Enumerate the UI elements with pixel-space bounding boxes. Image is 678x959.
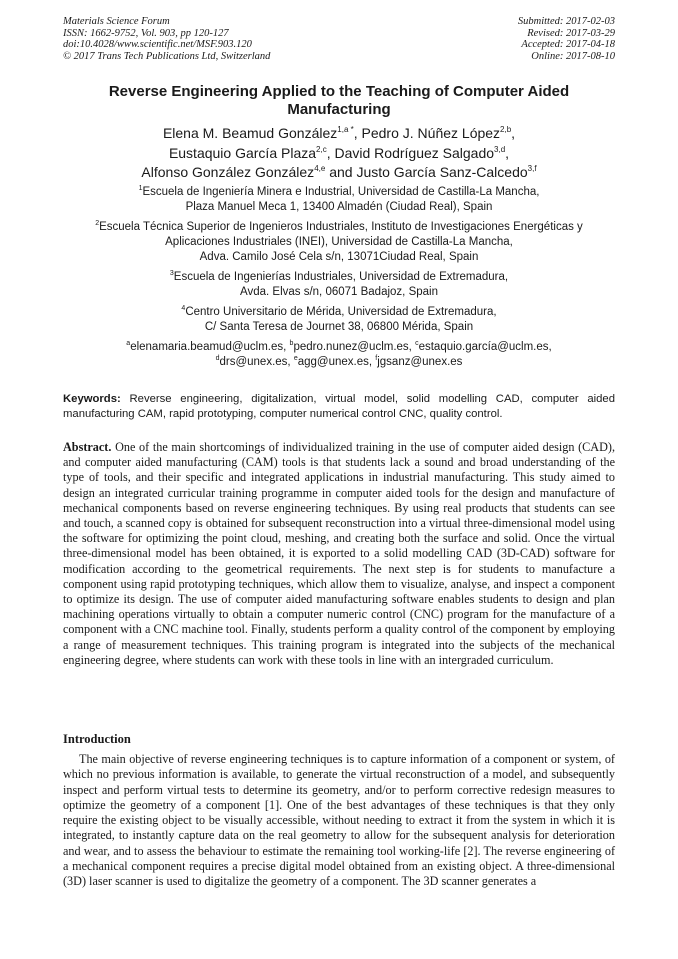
author-sup: 2,c <box>316 144 327 154</box>
title-line-1: Reverse Engineering Applied to the Teaching of Computer Aided <box>108 83 570 100</box>
abstract-label: Abstract. <box>63 440 112 454</box>
author-name: Elena M. Beamud González <box>162 125 338 141</box>
affiliation-text: Escuela Técnica Superior de Ingenieros Industriales, Instituto de Investigaciones Energéticas y <box>99 221 583 233</box>
affiliation-address: Avda. Elvas s/n, 06071 Badajoz, Spain <box>240 286 438 298</box>
author-name: David Rodríguez Salgado <box>334 144 495 161</box>
email-sup: f <box>375 355 378 362</box>
affiliation-1 <box>63 185 615 215</box>
introduction-text: The main objective of reverse engineering techniques is to capture information of a component or system, of which no previous information is available, to generate the virtual reconstruction of a model, and subsequently inspect and perform virtual tests to determine its geometry, and/or to perform corrective redesign measures to optimize the geometry of a component [1]. One of the best advantages of these techniques is that they only require the existing object to be visually accessible, without needing to extract it from the system in which it is integrated, to instantly capture data on the real geometry to allow for the subsequent analysis for deterioration and wear, and to assess the behaviour to estimate the remaining tool working-life [2]. The reverse engineering of a mechanical component requires a precise digital model obtained from an existing object. A three-dimensional (3D) laser scanner is used to digitalize the geometry of a component. The 3D scanner generates a <box>63 752 615 889</box>
keywords-section <box>63 392 615 421</box>
author-list <box>63 124 615 183</box>
title-line-2: Manufacturing <box>287 101 391 118</box>
email-line-1 <box>63 340 615 355</box>
affiliation-4 <box>63 305 615 335</box>
date-revised: Revised: 2017-03-29 <box>527 27 615 39</box>
journal-copyright: © 2017 Trans Tech Publications Ltd, Switzerland <box>63 50 271 62</box>
email-sup: c <box>415 340 419 347</box>
email-link[interactable]: agg@unex.es, <box>297 356 373 368</box>
affiliation-text: Escuela de Ingeniería Minera e Industrial, Universidad de Castilla-La Mancha, <box>142 186 540 198</box>
author-name: Eustaquio García Plaza <box>168 144 317 161</box>
email-link[interactable]: pedro.nunez@uclm.es, <box>293 341 412 353</box>
author-name: Alfonso González González <box>141 164 315 180</box>
affiliation-line <box>63 305 615 320</box>
author-sup: 2,b <box>500 125 512 134</box>
publication-dates <box>518 16 615 62</box>
journal-name: Materials Science Forum <box>63 16 170 27</box>
affiliation-line <box>63 270 615 285</box>
author-name: Pedro J. Núñez López <box>361 125 501 141</box>
author-line-1: Elena M. Beamud González$^{1,a *}$, Pedro J. Núñez López$^{2,b}$, <box>162 125 516 141</box>
email-sup: b <box>289 340 294 347</box>
email-sup: a <box>126 340 131 347</box>
affiliation-text: Centro Universitario de Mérida, Universidad de Extremadura, <box>185 306 497 318</box>
abstract-section <box>63 440 615 668</box>
date-online: Online: 2017-08-10 <box>531 50 615 62</box>
affiliation-text: Escuela de Ingenierías Industriales, Universidad de Extremadura, <box>173 271 509 283</box>
author-sup: 3,f <box>527 164 537 173</box>
abstract-text: One of the main shortcomings of individualized training in the use of computer aided design (CAD), and computer aided manufacturing (CAM) tools is that students lack a sound and broad understanding of the type of tools, and their specific and integrated applications in industrial manufacturing. This study aimed to design an integrated curricular training programme in computer aided tools for the design and manufacture of mechanical components based on reverse engineering techniques. By using real products that students can see and touch, a scanned copy is obtained for subsequent reconstruction into a virtual three-dimensional model using the software for optimizing the point cloud, meshing, and creating both the surface and solid. Once the virtual three-dimensional model has been obtained, it is exported to a solid modelling CAD (3D-CAD) software for modification according to the geometrical requirements. The next step is for students to manufacture a component using rapid prototyping techniques, which allow them to visualize, analyse, and inspect a component to optimize its design. The use of computer aided manufacturing software enables students to design and plan machining operations virtually to obtain a computer numeric control (CNC) program for the manufacture of a component with a CNC machine tool. Finally, students perform a quality control of the component by employing a range of measurement techniques. This training program is integrated into the subjects of the mechanical engineering degree, where students can work with these tools in line with an intergraded curriculum. <box>63 440 616 667</box>
email-link[interactable]: jgsanz@unex.es <box>377 356 463 368</box>
affiliation-line <box>63 220 615 235</box>
introduction-heading: Introduction <box>63 732 131 746</box>
email-sup: d <box>215 355 220 362</box>
author-line-2: Eustaquio García Plaza$^{2,c}$, David Rodríguez Salgado$^{3,d}$, <box>168 144 510 161</box>
email-link[interactable]: estaquio.garcía@uclm.es, <box>418 341 552 353</box>
affiliation-address: Plaza Manuel Meca 1, 13400 Almadén (Ciudad Real), Spain <box>185 201 493 213</box>
journal-doi: doi:10.4028/www.scientific.net/MSF.903.120 <box>63 39 252 50</box>
affiliation-sup: 4 <box>181 305 186 312</box>
date-submitted: Submitted: 2017-02-03 <box>517 16 615 27</box>
journal-info <box>63 16 270 62</box>
email-link[interactable]: drs@unex.es, <box>219 356 291 368</box>
author-name: Justo García Sanz-Calcedo <box>356 164 528 180</box>
paper-title <box>63 83 615 119</box>
date-accepted: Accepted: 2017-04-18 <box>521 39 615 50</box>
email-link[interactable]: elenamaria.beamud@uclm.es, <box>130 341 287 353</box>
affiliation-3 <box>63 270 615 300</box>
affiliation-sup: 2 <box>95 220 100 227</box>
author-sup: 4,e <box>314 164 326 173</box>
affiliations <box>63 185 615 370</box>
affiliation-address: C/ Santa Teresa de Journet 38, 06800 Mérida, Spain <box>204 321 474 333</box>
affiliation-line <box>63 185 615 200</box>
affiliation-2 <box>63 220 615 265</box>
author-conjunction: and <box>329 164 353 180</box>
affiliation-sup: 3 <box>169 270 174 277</box>
email-list <box>63 340 615 370</box>
keywords-label: Keywords: <box>63 393 121 405</box>
journal-issn: ISSN: 1662-9752, Vol. 903, pp 120-127 <box>63 27 229 39</box>
keywords-text: Reverse engineering, digitalization, virtual model, solid modelling CAD, computer aided manufacturing CAM, rapid prototyping, computer numerical control CNC, quality control. <box>63 393 615 420</box>
email-line-2 <box>63 355 615 370</box>
author-line-3 <box>63 163 615 183</box>
author-sup: 3,d <box>494 144 506 154</box>
affiliation-address: Adva. Camilo José Cela s/n, 13071Ciudad Real, Spain <box>199 251 479 263</box>
author-sup: 1,a * <box>337 125 354 134</box>
affiliation-sup: 1 <box>138 185 143 192</box>
email-sup: e <box>293 355 298 362</box>
affiliation-text: Aplicaciones Industriales (INEI), Universidad de Castilla-La Mancha, <box>165 236 513 248</box>
